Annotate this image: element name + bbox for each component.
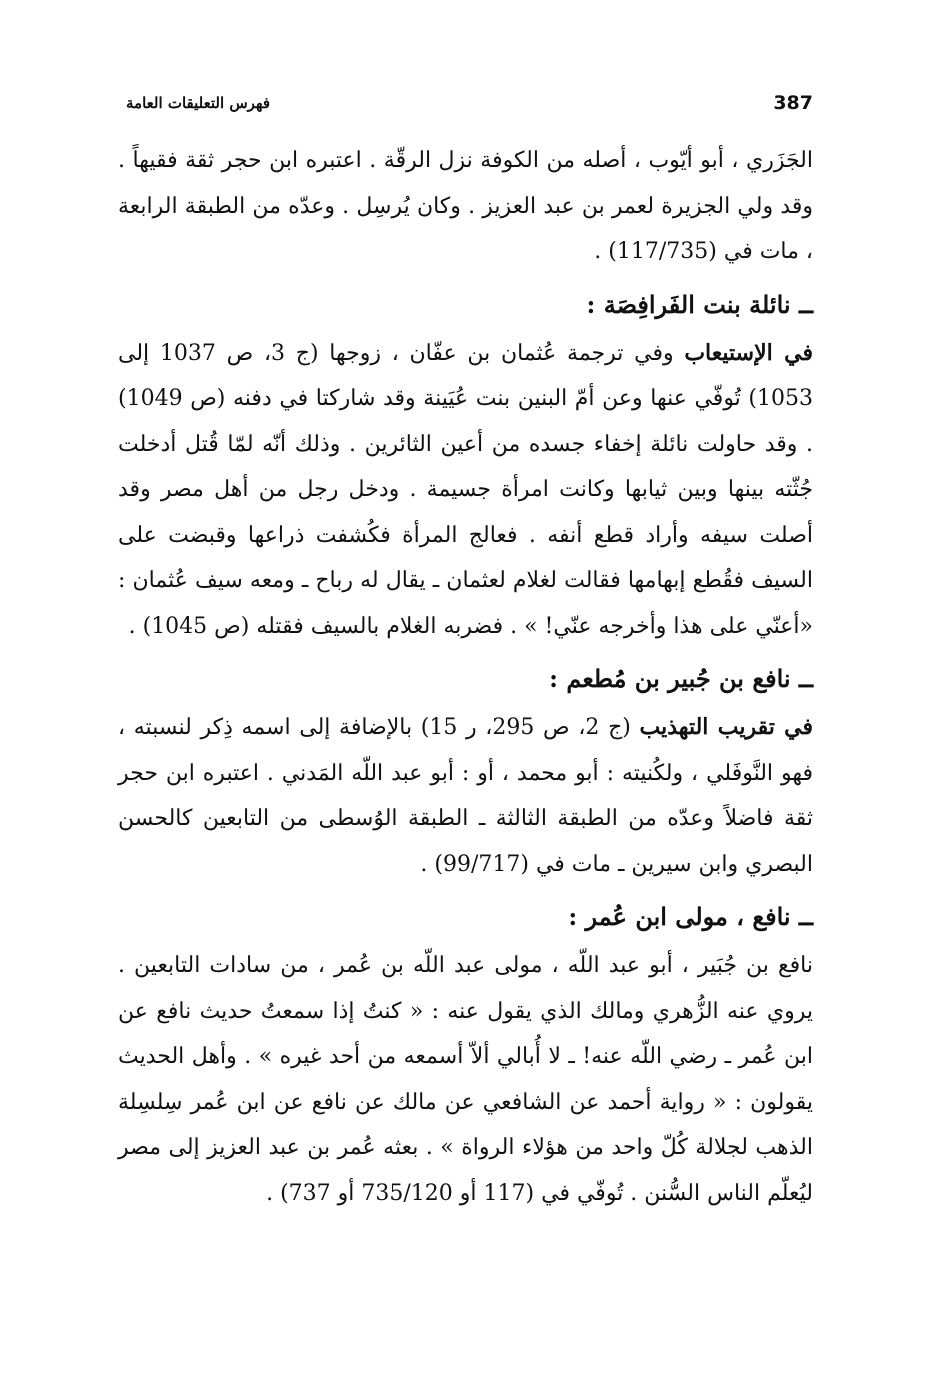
entry-paragraph-naila	[118, 331, 813, 650]
entry-paragraph-nafi-bin-jubayr	[118, 705, 813, 887]
page-number: 387	[773, 92, 813, 114]
entry-paragraph-nafi-mawla-ibn-umar	[118, 943, 813, 1216]
entry-continuation-paragraph	[118, 138, 813, 275]
paragraph-text: الجَزَري ، أبو أيّوب ، أصله من الكوفة نزل الرقّة . اعتبره ابن حجر ثقة فقيهاً . وقد ولي الجزيرة لعمر بن عبد العزيز . وكان يُرسِل . وعدّه من الطبقة الرابعة ، مات في (117/735) .	[118, 148, 813, 264]
paragraph-text: نافع بن جُبَير ، أبو عبد اللّه ، مولى عبد اللّه بن عُمر ، من سادات التابعين . يروي عنه الزُّهري ومالك الذي يقول عنه : « كنتُ إذا سمعتُ حديث نافع عن ابن عُمر ـ رضي اللّه عنه! ـ لا أُبالي ألاّ أسمعه من أحد غيره » . وأهل الحديث يقولون : « رواية أحمد عن الشافعي عن مالك عن نافع عن ابن عُمر سِلسِلة الذهب لجلالة كُلّ واحد من هؤلاء الرواة » . بعثه عُمر بن عبد العزيز إلى مصر ليُعلّم الناس السُّنن . تُوفّي في (117 أو 735/120 أو 737) .	[118, 953, 813, 1206]
entry-title-naila: ــ نائلة بنت الفَرافِصَة :	[586, 289, 813, 319]
paragraph-text: (ج 2، ص 295، ر 15) بالإضافة إلى اسمه ذِكر لنسبته ، فهو النَّوفَلي ، ولكُنيته : أبو محمد ، أو : أبو عبد اللّه المَدني . اعتبره ابن حجر ثقة فاضلاً وعدّه من الطبقة الثالثة ـ الطبقة الوُسطى من التابعين كالحسن البصري وابن سيرين ـ مات في (99/717) .	[118, 715, 813, 877]
page-header	[118, 92, 813, 124]
entry-title-nafi-bin-jubayr: ــ نافع بن جُبير بن مُطعم :	[549, 664, 813, 693]
entry-title-nafi-mawla-ibn-umar: ــ نافع ، مولى ابن عُمر :	[568, 902, 813, 931]
source-reference: في تقريب التهذيب	[639, 714, 814, 740]
running-title: فهرس التعليقات العامة	[126, 94, 271, 112]
source-reference: في الإستيعاب	[684, 339, 813, 366]
page-body	[118, 138, 813, 1216]
paragraph-text: وفي ترجمة عُثمان بن عفّان ، زوجها (ج 3، ص 1037 إلى 1053) تُوفّي عنها وعن أمّ البنين بنت عُيَينة وقد شاركتا في دفنه (ص 1049) . وقد حاولت نائلة إخفاء جسده من أعين الثائرين . وذلك أنّه لمّا قُتل أدخلت جُثّته بينها وبين ثيابها وكانت امرأة جسيمة . ودخل رجل من أهل مصر وقد أصلت سيفه وأراد قطع أنفه . فعالج المرأة فكُشفت ذراعها وقبضت على السيف فقُطع إبهامها فقالت لغلام لعثمان ـ يقال له رباح ـ ومعه سيف عُثمان : «أعنّي على هذا وأخرجه عنّي! » . فضربه الغلام بالسيف فقتله (ص 1045) .	[118, 340, 813, 639]
